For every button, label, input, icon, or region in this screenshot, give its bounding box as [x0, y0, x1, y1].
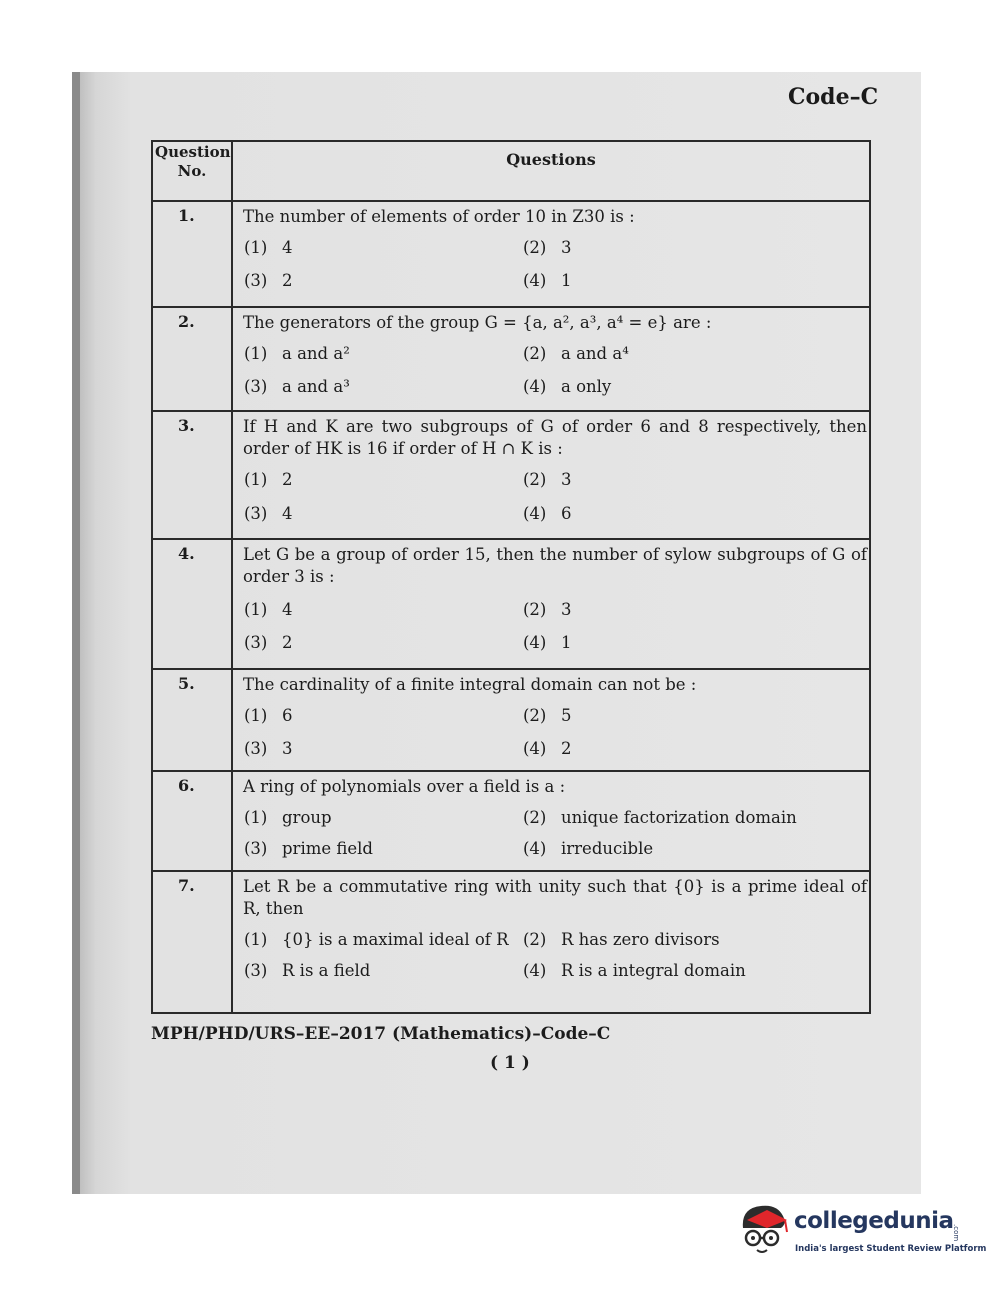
question-row [153, 410, 869, 540]
scan-edge-shadow [72, 72, 80, 1194]
option-3: (3) 2 [244, 271, 293, 290]
question-row [153, 870, 869, 1014]
question-number: 6. [178, 776, 195, 795]
logo-wordmark: collegedunia [794, 1208, 954, 1234]
question-no-header: Question No. [155, 143, 231, 180]
questions-header: Questions [506, 150, 596, 169]
question-text: A ring of polynomials over a field is a : [243, 777, 566, 796]
option-3: (3) R is a field [244, 961, 371, 980]
option-1: (1) 2 [244, 470, 293, 489]
option-1: (1) 4 [244, 600, 293, 619]
table-header [153, 142, 869, 202]
logo-tagline: India's largest Student Review Platform [795, 1244, 987, 1254]
option-3: (3) a and a³ [244, 377, 350, 396]
option-4: (4) 1 [523, 633, 572, 652]
option-2: (2) 5 [523, 706, 572, 725]
option-1: (1) 4 [244, 238, 293, 257]
option-2: (2) R has zero divisors [523, 930, 720, 949]
question-text: The generators of the group G = {a, a², a³, a⁴ = e} are : [243, 313, 712, 332]
option-4: (4) 1 [523, 271, 572, 290]
option-4: (4) R is a integral domain [523, 961, 746, 980]
question-text: The number of elements of order 10 in Z30 is : [243, 207, 635, 226]
option-1: (1) a and a² [244, 344, 350, 363]
question-text: Let G be a group of order 15, then the number of sylow subgroups of G of order 3 is : [243, 545, 867, 586]
logo-dotcom: .com [952, 1224, 960, 1242]
option-1: (1) group [244, 808, 332, 827]
question-text: The cardinality of a finite integral domain can not be : [243, 675, 697, 694]
question-number: 5. [178, 674, 195, 693]
question-number: 7. [178, 876, 195, 895]
option-2: (2) 3 [523, 470, 572, 489]
questions-table [151, 140, 871, 1014]
option-4: (4) 6 [523, 504, 572, 523]
option-2: (2) unique factorization domain [523, 808, 797, 827]
option-2: (2) 3 [523, 600, 572, 619]
option-1: (1) {0} is a maximal ideal of R [244, 930, 509, 949]
question-row [153, 538, 869, 670]
option-4: (4) a only [523, 377, 612, 396]
question-row [153, 770, 869, 872]
question-row [153, 306, 869, 412]
mascot-icon [737, 1198, 797, 1260]
question-number: 4. [178, 544, 195, 563]
question-text: If H and K are two subgroups of G of order 6 and 8 respectively, then order of HK is 16 if order of H ∩ K is : [243, 417, 867, 458]
paper-footer: MPH/PHD/URS–EE–2017 (Mathematics)–Code–C [151, 1024, 611, 1044]
option-1: (1) 6 [244, 706, 293, 725]
option-2: (2) a and a⁴ [523, 344, 629, 363]
option-4: (4) irreducible [523, 839, 654, 858]
option-3: (3) 2 [244, 633, 293, 652]
question-row [153, 668, 869, 772]
option-3: (3) 3 [244, 739, 293, 758]
page-number: ( 1 ) [490, 1053, 530, 1073]
question-row [153, 200, 869, 308]
option-2: (2) 3 [523, 238, 572, 257]
question-number: 1. [178, 206, 195, 225]
option-4: (4) 2 [523, 739, 572, 758]
paper-code: Code–C [788, 84, 879, 110]
option-3: (3) prime field [244, 839, 373, 858]
question-number: 3. [178, 416, 195, 435]
option-3: (3) 4 [244, 504, 293, 523]
question-text: Let R be a commutative ring with unity such that {0} is a prime ideal of R, then [243, 877, 867, 918]
question-number: 2. [178, 312, 195, 331]
